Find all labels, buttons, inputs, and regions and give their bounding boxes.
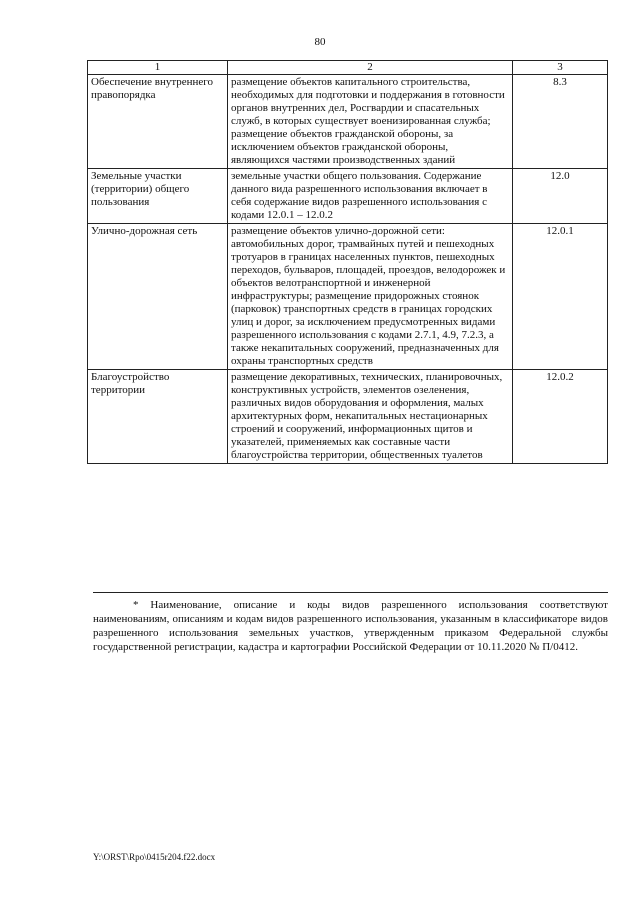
table-row (88, 75, 608, 169)
table-row (88, 370, 608, 464)
land-use-code: 12.0 (513, 169, 608, 224)
land-use-name: Земельные участки (территории) общего пользования (88, 169, 228, 224)
file-path: Y:\ORST\Rpo\0415r204.f22.docx (93, 852, 216, 862)
land-use-name: Улично-дорожная сеть (88, 224, 228, 370)
page-number: 80 (314, 36, 326, 48)
footnote-divider (93, 592, 608, 593)
table-row (88, 224, 608, 370)
column-header: 1 (88, 61, 228, 75)
land-use-name: Благоустройство территории (88, 370, 228, 464)
land-use-table (87, 60, 608, 464)
column-header: 2 (228, 61, 513, 75)
land-use-code: 8.3 (513, 75, 608, 169)
land-use-description: размещение объектов капитального строительства, необходимых для подготовки и поддержания в готовности органов внутренних дел, Росгвардии и спасательных служб, в которых существует военизированная служба; размещение объектов гражданской обороны, за исключением объектов гражданской обороны, являющихся частями производственных зданий (228, 75, 513, 169)
table-row (88, 169, 608, 224)
column-header: 3 (513, 61, 608, 75)
land-use-code: 12.0.2 (513, 370, 608, 464)
land-use-description: земельные участки общего пользования. Содержание данного вида разрешенного использования включает в себя содержание видов разрешенного использования с кодами 12.0.1 – 12.0.2 (228, 169, 513, 224)
land-use-name: Обеспечение внутреннего правопорядка (88, 75, 228, 169)
footnote: * Наименование, описание и коды видов разрешенного использования соответствуют наименованиям, описаниям и кодам видов разрешенного использования, указанным в классификаторе видов разрешенного использования земельных участков, утвержденным приказом Федеральной службы государственной регистрации, кадастра и картографии Российской Федерации от 10.11.2020 № П/0412. (93, 599, 608, 653)
land-use-description: размещение объектов улично-дорожной сети: автомобильных дорог, трамвайных путей и пешеходных тротуаров в границах населенных пунктов, пешеходных переходов, бульваров, площадей, проездов, велодорожек и объектов велотранспортной и инженерной инфраструктуры; размещение придорожных стоянок (парковок) транспортных средств в границах городских улиц и дорог, за исключением предусмотренных видами разрешенного использования с кодами 2.7.1, 4.9, 7.2.3, а также некапитальных сооружений, предназначенных для охраны транспортных средств (228, 224, 513, 370)
land-use-code: 12.0.1 (513, 224, 608, 370)
table-header-row (88, 61, 608, 75)
land-use-description: размещение декоративных, технических, планировочных, конструктивных устройств, элементов озеленения, различных видов оборудования и оформления, малых архитектурных форм, некапитальных нестационарных строений и сооружений, информационных щитов и указателей, применяемых как составные части благоустройства территории, общественных туалетов (228, 370, 513, 464)
